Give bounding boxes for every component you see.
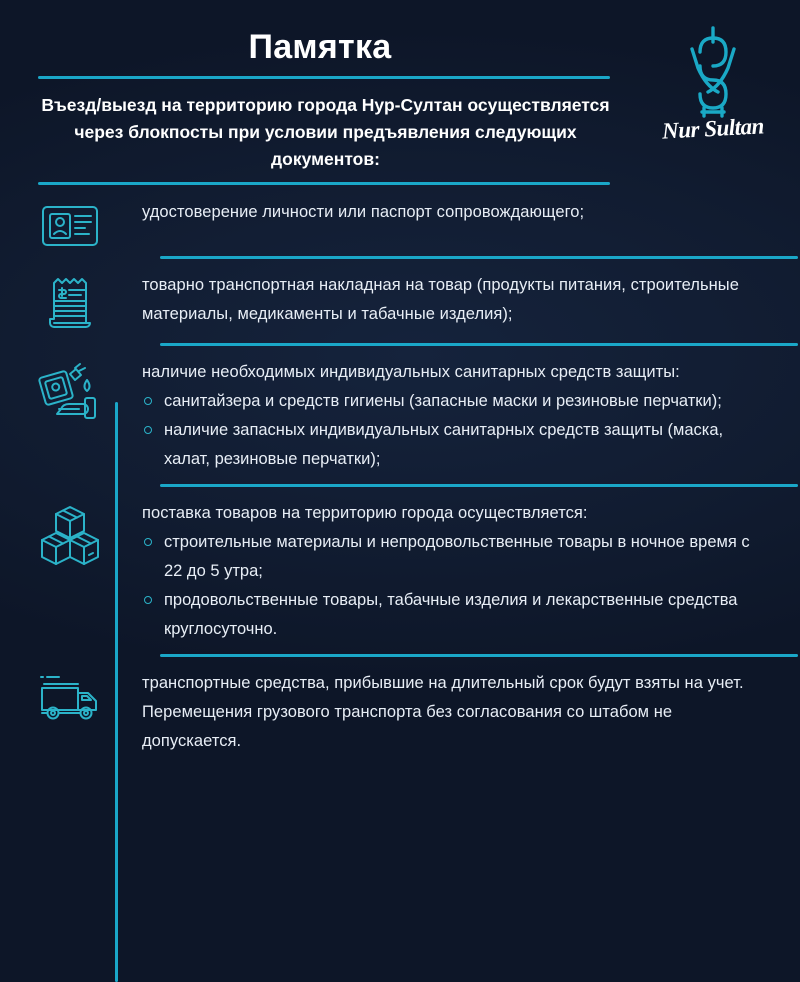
list-item-text: транспортные средства, прибывшие на длительный срок будут взяты на учет. Перемещения грузового транспорта без согласования со штабом не допускается. [142, 674, 744, 750]
list-item [0, 346, 800, 474]
list-item-content [112, 669, 800, 756]
list-item-content [112, 499, 800, 644]
list-item [0, 487, 800, 644]
list-item [0, 198, 800, 256]
list-item-text: удостоверение личности или паспорт сопровождающего; [142, 203, 585, 221]
bullet-circle-icon [144, 538, 152, 546]
sub-bullet-item [142, 528, 772, 586]
delivery-truck-icon [28, 669, 112, 723]
sub-bullet-list [142, 387, 772, 474]
row-divider-wrap [0, 335, 800, 346]
sub-bullet-text: строительные материалы и непродовольственные товары в ночное время с 22 до 5 утра; [164, 533, 750, 580]
list-item-content [112, 271, 800, 329]
baiterek-tower-icon [648, 22, 778, 122]
list-item-text: поставка товаров на территорию города осуществляется: [142, 504, 588, 522]
requirements-list [0, 196, 800, 756]
sub-bullet-item [142, 416, 772, 474]
bullet-circle-icon [144, 426, 152, 434]
header-top-divider [38, 76, 610, 79]
sub-bullet-text: продовольственные товары, табачные изделия и лекарственные средства круглосуточно. [164, 591, 738, 638]
list-item-text: наличие необходимых индивидуальных санитарных средств защиты: [142, 363, 680, 381]
sanitizer-gloves-icon [28, 358, 112, 424]
list-item [0, 259, 800, 335]
sub-bullet-list [142, 528, 772, 644]
sub-bullet-item [142, 586, 772, 644]
sub-bullet-item [142, 387, 772, 416]
bullet-circle-icon [144, 596, 152, 604]
stacked-boxes-icon [28, 499, 112, 567]
bullet-circle-icon [144, 397, 152, 405]
list-item-content [112, 358, 800, 474]
sub-bullet-text: наличие запасных индивидуальных санитарных средств защиты (маска, халат, резиновые перчатки); [164, 421, 724, 468]
list-item-text: товарно транспортная накладная на товар (продукты питания, строительные материалы, медикаменты и табачные изделия); [142, 276, 739, 323]
invoice-receipt-icon [28, 271, 112, 335]
page-title: Памятка [248, 28, 392, 66]
header [0, 0, 800, 196]
id-card-icon [28, 198, 112, 250]
header-subtitle: Въезд/выезд на территорию города Нур-Султан осуществляется через блокпосты при условии предъявления следующих документов: [41, 95, 610, 169]
row-divider-wrap [0, 474, 800, 487]
list-item [0, 657, 800, 756]
row-divider-wrap [0, 644, 800, 657]
list-item-content [112, 198, 800, 227]
nur-sultan-logo [648, 22, 778, 167]
header-bottom-divider [38, 182, 610, 185]
logo-wordmark: Nur Sultan [661, 113, 765, 144]
sub-bullet-text: санитайзера и средств гигиены (запасные маски и резиновые перчатки); [164, 392, 722, 410]
